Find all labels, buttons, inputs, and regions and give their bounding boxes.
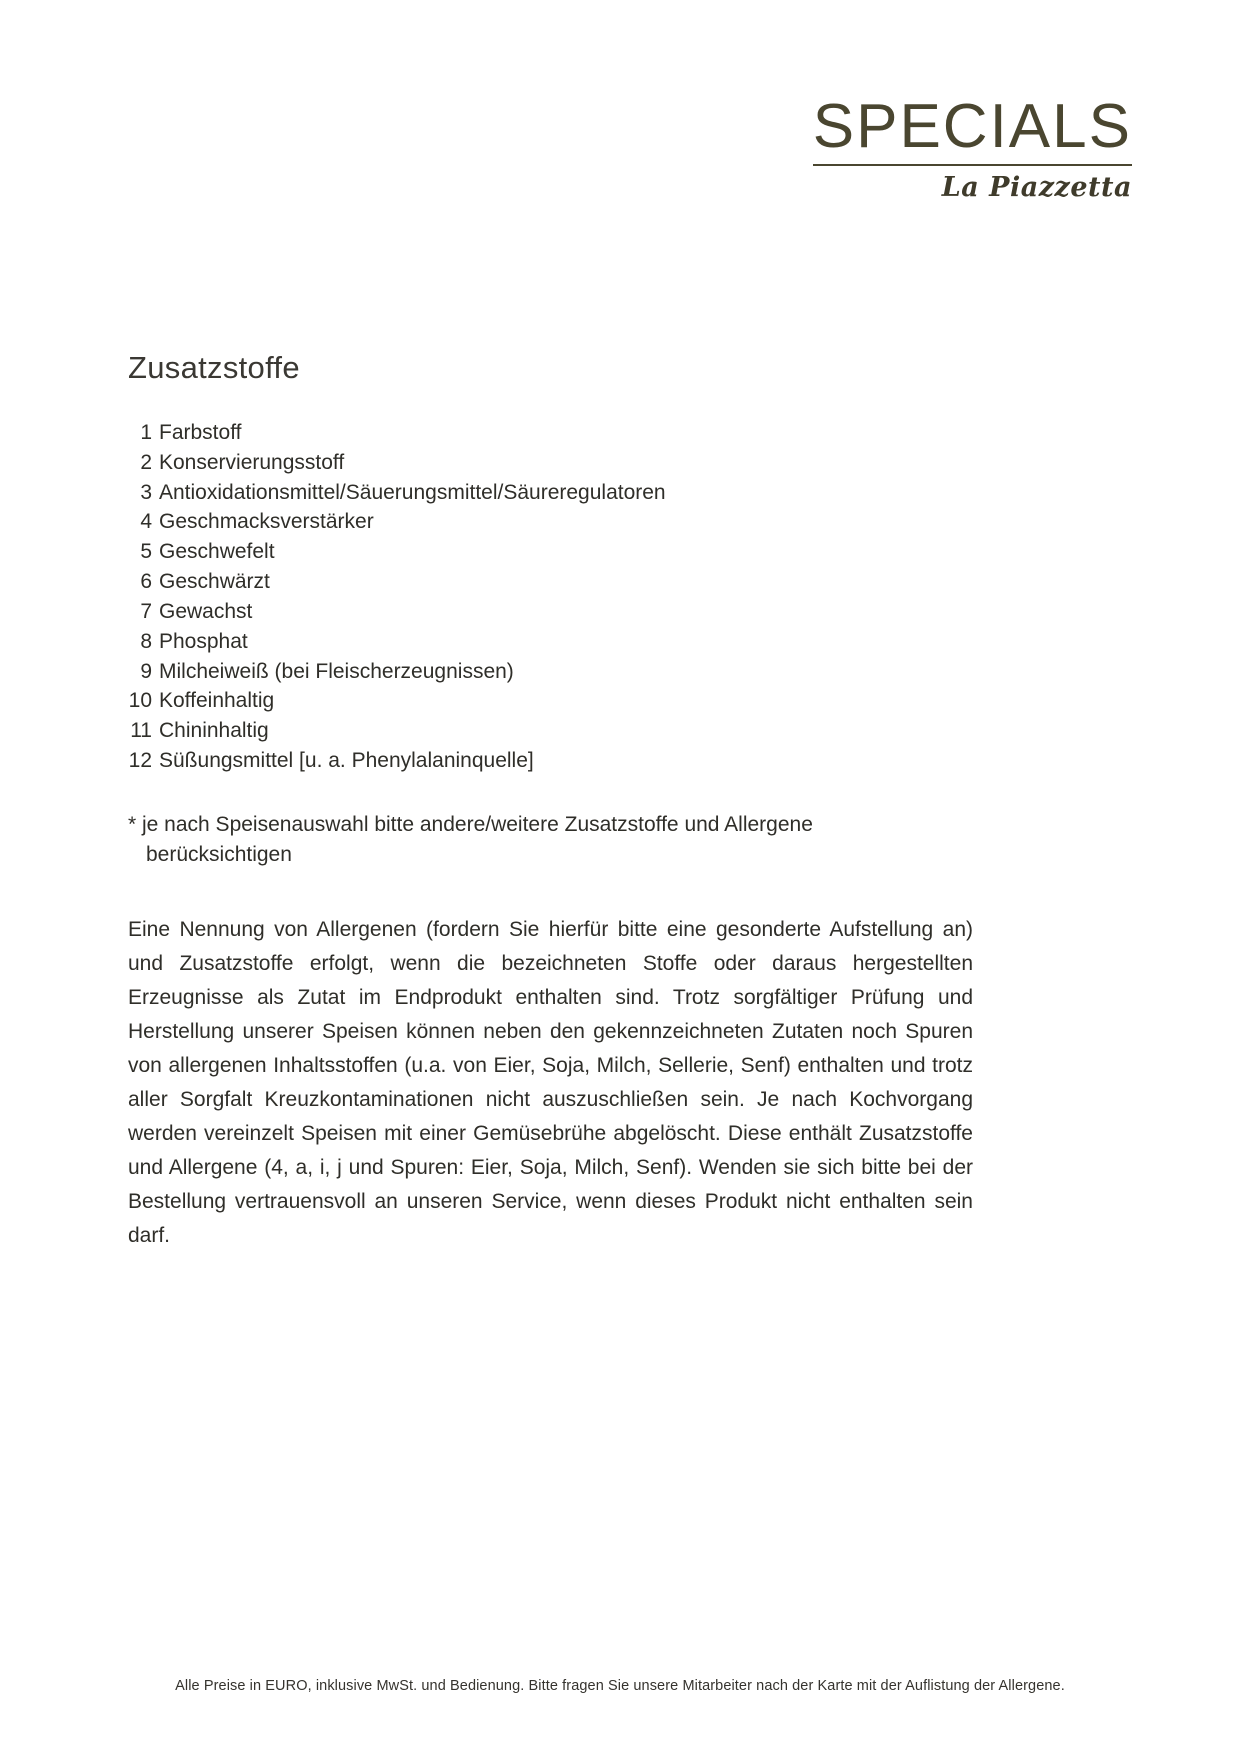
item-label: Süßungsmittel [u. a. Phenylalaninquelle] — [159, 748, 534, 772]
item-number: 1 — [140, 421, 152, 444]
page-title: Zusatzstoffe — [128, 350, 300, 385]
item-label: Koffeinhaltig — [159, 689, 275, 713]
additives-list — [128, 418, 1108, 776]
item-label: Geschwefelt — [159, 540, 275, 564]
item-number: 2 — [140, 450, 152, 474]
list-item — [128, 627, 1108, 657]
footer-note: Alle Preise in EURO, inklusive MwSt. und Bedienung. Bitte fragen Sie unsere Mitarbeiter nach der Karte mit der Auflistung der Allergene. — [175, 1678, 1065, 1694]
list-item — [128, 507, 1108, 537]
document-body — [128, 350, 1108, 1253]
allergen-disclaimer: Eine Nennung von Allergenen (fordern Sie hierfür bitte eine gesonderte Aufstellung an) und Zusatzstoffe erfolgt, wenn die bezeichneten Stoffe oder daraus hergestellten Erzeugnisse als Zutat im Endprodukt enthalten sind. Trotz sorgfältiger Prüfung und Herstellung unserer Speisen können neben den gekennzeichneten Zutaten noch Spuren von allergenen Inhaltsstoffen (u.a. von Eier, Soja, Milch, Sellerie, Senf) enthalten und trotz aller Sorgfalt Kreuzkontaminationen nicht auszuschließen sein. Je nach Kochvorgang werden vereinzelt Speisen mit einer Gemüsebrühe abgelöscht. Diese enthält Zusatzstoffe und Allergene (4, a, i, j und Spuren: Eier, Soja, Milch, Senf). Wenden sie sich bitte bei der Bestellung vertrauensvoll an unseren Service, wenn dieses Produkt nicht enthalten sein darf. — [128, 917, 973, 1247]
item-number: 6 — [140, 570, 152, 594]
item-label: Antioxidationsmittel/Säuerungsmittel/Säureregulatoren — [159, 480, 666, 504]
item-label: Gewachst — [159, 599, 253, 623]
brand-title: SPECIALS — [813, 96, 1132, 166]
item-label: Konservierungsstoff — [159, 450, 345, 474]
item-number: 5 — [140, 540, 152, 564]
item-number: 8 — [140, 629, 152, 653]
footnote-line-2: berücksichtigen — [146, 843, 292, 867]
brand-subtitle: La Piazzetta — [941, 172, 1132, 203]
item-number: 3 — [140, 480, 152, 504]
list-item — [128, 686, 1108, 716]
item-number: 10 — [128, 689, 152, 713]
item-label: Farbstoff — [159, 421, 242, 444]
list-item — [128, 448, 1108, 478]
restaurant-logo — [812, 92, 1132, 203]
list-item — [128, 746, 1108, 776]
item-label: Milcheiweiß (bei Fleischerzeugnissen) — [159, 659, 514, 683]
list-item — [128, 537, 1108, 567]
item-number: 12 — [128, 748, 152, 772]
list-item — [128, 418, 1108, 448]
item-label: Phosphat — [159, 629, 248, 653]
footnote — [128, 810, 1028, 871]
item-number: 7 — [140, 599, 152, 623]
list-item — [128, 597, 1108, 627]
list-item — [128, 716, 1108, 746]
list-item — [128, 567, 1108, 597]
item-label: Chininhaltig — [159, 719, 269, 743]
list-item — [128, 657, 1108, 687]
item-number: 11 — [130, 719, 152, 743]
item-number: 9 — [140, 659, 152, 683]
item-label: Geschwärzt — [159, 570, 270, 594]
item-label: Geschmacksverstärker — [159, 510, 374, 534]
footnote-line-1: * je nach Speisenauswahl bitte andere/weitere Zusatzstoffe und Allergene — [128, 812, 813, 836]
list-item — [128, 478, 1108, 508]
item-number: 4 — [140, 510, 152, 534]
